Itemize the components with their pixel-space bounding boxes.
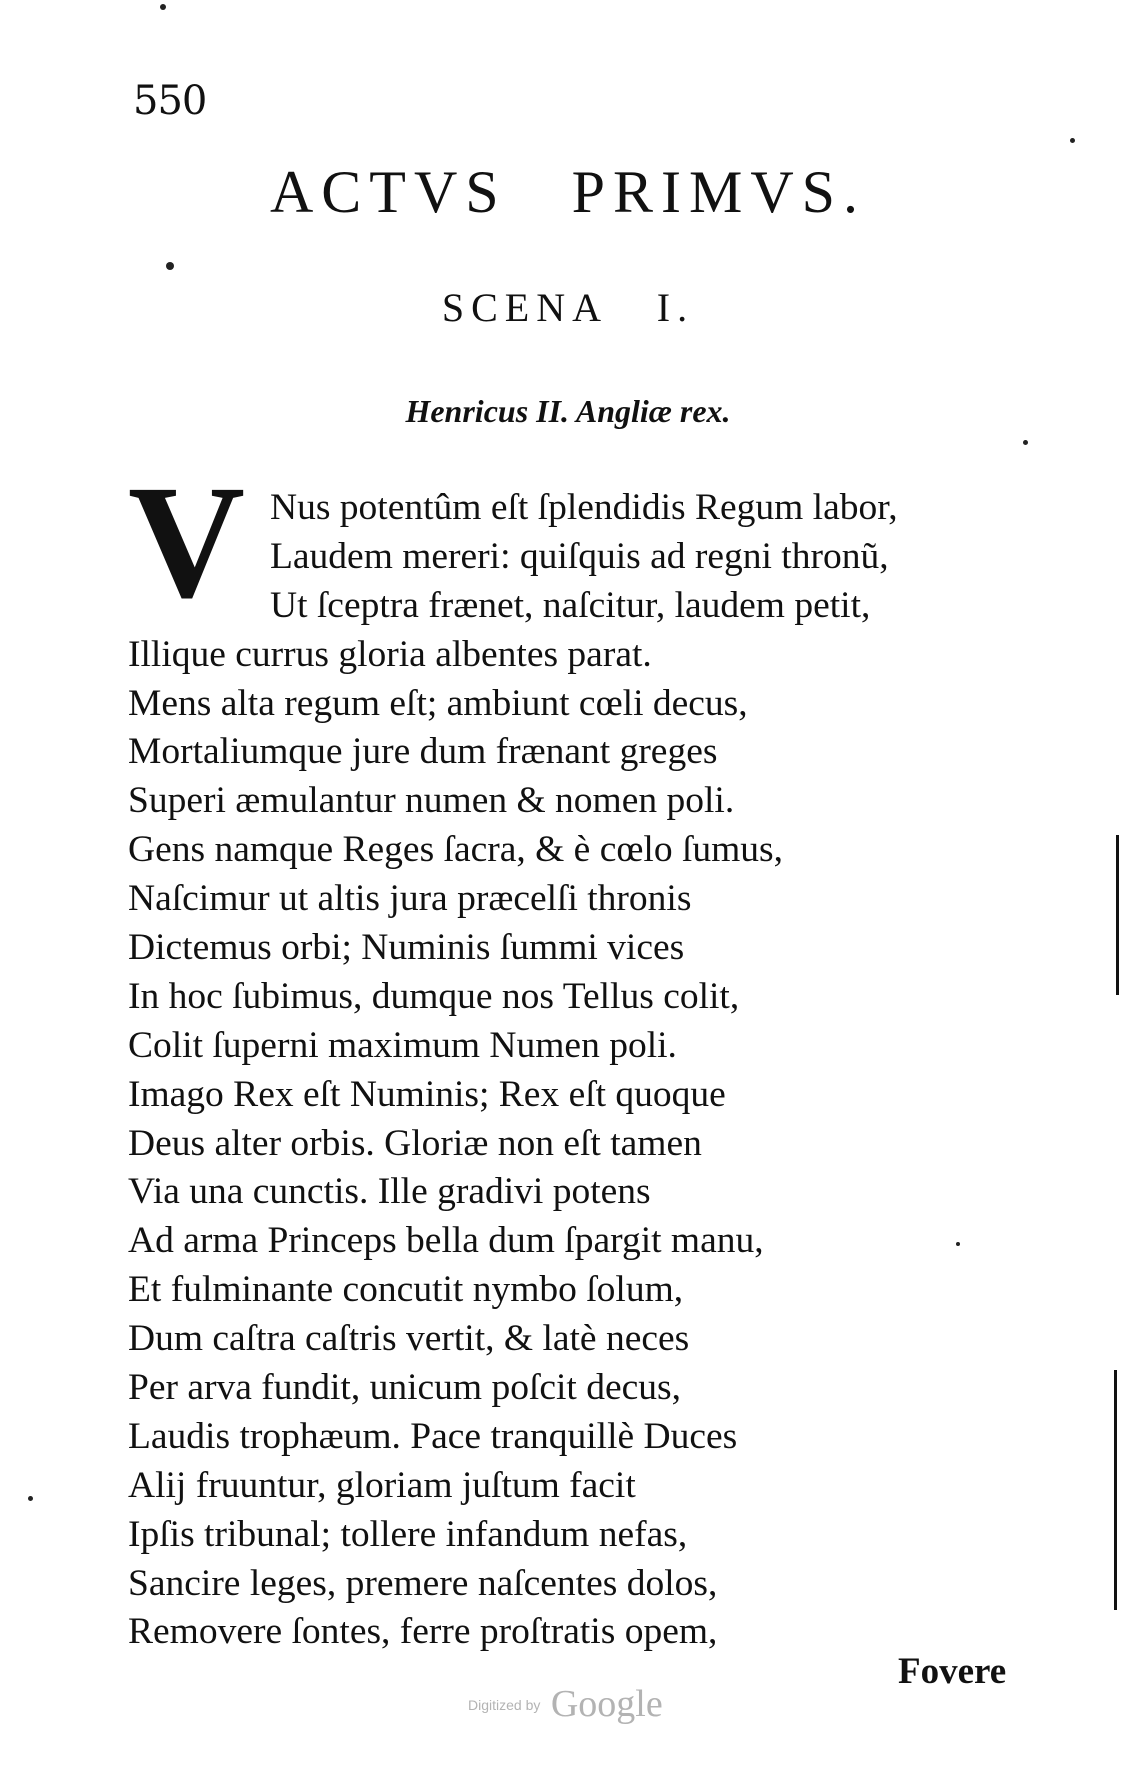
verse-line: Removere ſontes, ferre proſtratis opem, (128, 1611, 718, 1653)
verse-line: Naſcimur ut altis jura præcelſi thronis (128, 878, 692, 920)
scene-title: SCENA I. (441, 285, 695, 330)
digitized-watermark (468, 1682, 663, 1726)
verse-line: Alij fruuntur, gloriam juſtum facit (128, 1464, 636, 1506)
verse-line: Illique currus gloria albentes parat. (128, 633, 652, 675)
scan-speck (166, 262, 174, 270)
scan-speck (160, 4, 166, 10)
verse-line: Via una cunctis. Ille gradivi potens (128, 1171, 651, 1213)
verse-line: Mortaliumque jure dum frænant greges (128, 731, 718, 773)
verse-line: Gens namque Reges ſacra, & è cœlo ſumus, (128, 829, 784, 871)
verse-block (0, 484, 1126, 1657)
verse-line: Dictemus orbi; Numinis ſummi vices (128, 927, 685, 969)
verse-line: Laudem mereri: quiſquis ad regni thronũ, (270, 535, 889, 577)
scan-speck (956, 1242, 960, 1246)
verse-line: Imago Rex eſt Numinis; Rex eſt quoque (128, 1073, 726, 1115)
verse-line: Colit ſuperni maximum Numen poli. (128, 1024, 677, 1066)
page-number: 550 (133, 78, 207, 124)
scan-edge-rule (1114, 1370, 1117, 1610)
verse-line: Deus alter orbis. Gloriæ non eſt tamen (128, 1122, 702, 1164)
verse-line: Sancire leges, premere naſcentes dolos, (128, 1562, 718, 1604)
verse-line: In hoc ſubimus, dumque nos Tellus colit, (128, 975, 740, 1017)
verse-line: Mens alta regum eſt; ambiunt cœli decus, (128, 682, 748, 724)
watermark-prefix: Digitized by (468, 1697, 541, 1713)
drop-cap: V (128, 453, 245, 632)
act-title: ACTVS PRIMVS. (269, 159, 867, 225)
verse-line: Ad arma Princeps bella dum ſpargit manu, (128, 1220, 764, 1262)
scan-speck (1070, 138, 1075, 143)
verse-line: Per arva fundit, unicum poſcit decus, (128, 1367, 681, 1409)
catchword: Fovere (898, 1651, 1007, 1692)
scan-edge-rule (1116, 835, 1119, 995)
scan-speck (1023, 440, 1028, 445)
verse-line: Et fulminante concutit nymbo ſolum, (128, 1269, 684, 1311)
scan-speck (28, 1496, 33, 1501)
speaker-heading: Henricus II. Angliæ rex. (405, 393, 731, 429)
verse-line: Superi æmulantur numen & nomen poli. (128, 780, 735, 822)
google-logo: Google (550, 1683, 663, 1725)
verse-line: Laudis trophæum. Pace tranquillè Duces (128, 1415, 738, 1457)
verse-line: Ipſis tribunal; tollere infandum nefas, (128, 1513, 688, 1555)
verse-line: Nus potentûm eſt ſplendidis Regum labor, (270, 487, 898, 528)
verse-line: Dum caſtra caſtris vertit, & latè neces (128, 1318, 690, 1360)
verse-line: Ut ſceptra frænet, naſcitur, laudem petit, (270, 584, 871, 626)
